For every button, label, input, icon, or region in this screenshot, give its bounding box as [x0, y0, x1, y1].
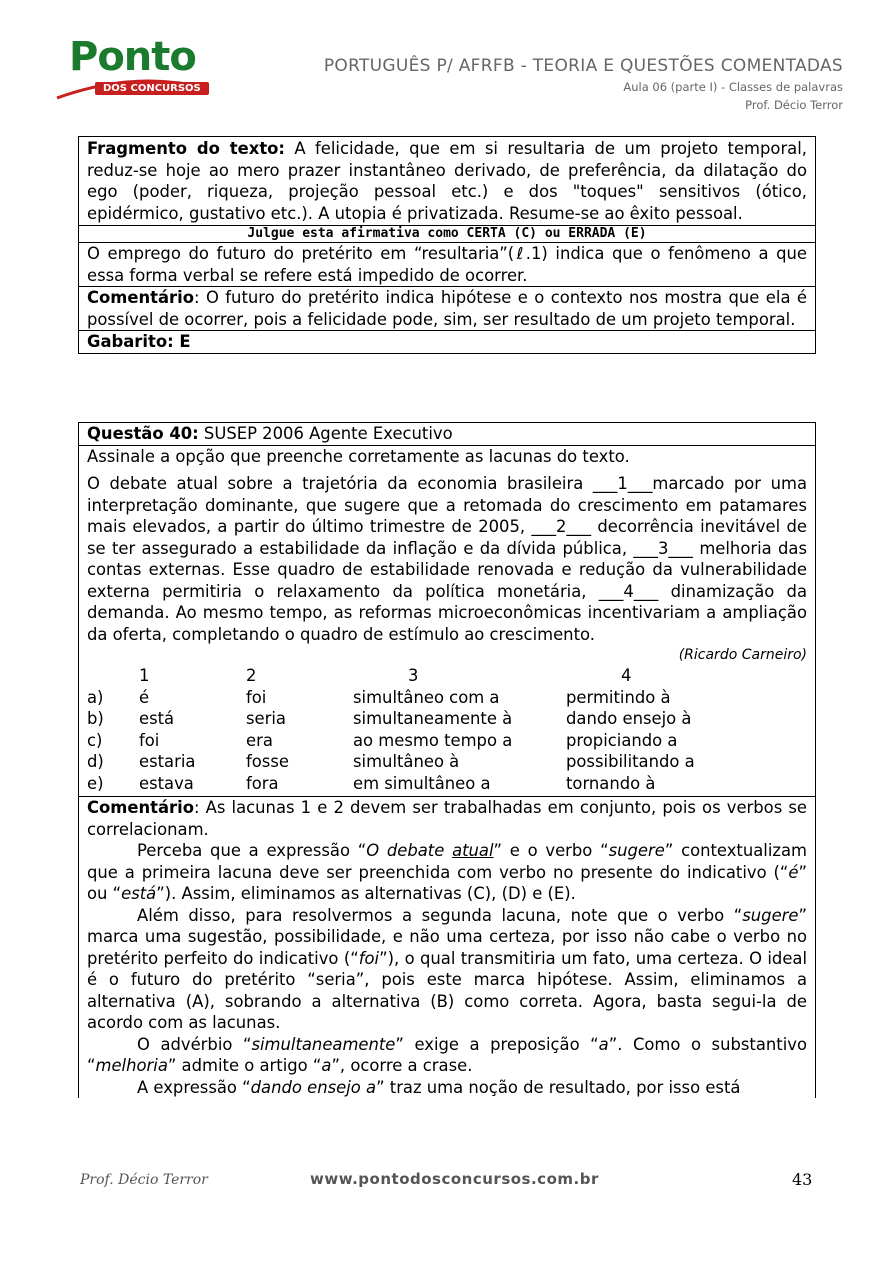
option-cell: dando ensejo à: [566, 709, 692, 728]
option-cell: simultâneo com a: [353, 687, 500, 707]
option-cell: estaria: [139, 752, 196, 771]
option-cell: possibilitando a: [566, 752, 695, 771]
option-letter: e): [87, 773, 104, 793]
text: A expressão “: [137, 1077, 251, 1097]
blank-1: ___1___: [592, 474, 653, 493]
option-cell: simultâneo à: [353, 752, 460, 771]
text: Perceba que a expressão “: [137, 841, 367, 860]
option-row[interactable]: [87, 751, 695, 773]
comment-paragraph: [87, 1034, 807, 1077]
footer-author: Prof. Décio Terror: [80, 1172, 208, 1188]
instruction-text: Julgue esta afirmativa como CERTA (C) ou ERRADA (E): [247, 226, 647, 241]
italic-text: a: [321, 1056, 332, 1075]
option-cell: estava: [139, 773, 194, 793]
option-cell: seria: [246, 709, 286, 728]
option-cell: fosse: [246, 752, 289, 771]
q40-title-text: SUSEP 2006 Agente Executivo: [198, 424, 453, 443]
q40-prompt: Assinale a opção que preenche corretamente as lacunas do texto.: [87, 446, 630, 466]
italic-text: é: [788, 862, 799, 882]
q40-title-label: Questão 40:: [87, 424, 199, 443]
q40-body-row: [79, 446, 815, 798]
italic-text: a: [598, 1034, 609, 1054]
option-letter: c): [87, 730, 103, 750]
option-letter: a): [87, 687, 104, 707]
comment-text: : As lacunas 1 e 2 devem ser trabalhadas em conjunto, pois os verbos se correlacionam.: [87, 798, 807, 839]
underlined-text: atual: [452, 841, 494, 860]
q40-passage: [87, 473, 807, 645]
fragment-text: A felicidade, que em si resultaria de um projeto temporal, reduz-se hoje ao mero prazer instantâneo derivado, de preferência, da dilatação do ego (poder, riqueza, projeção pessoal etc.) e dos "toques" sensitivos (ótico, epidérmico, gustativo etc.). A utopia é privatizada. Resume-se ao êxito pessoal.: [87, 139, 807, 223]
italic-text: O debate: [366, 841, 453, 860]
answer-label: Gabarito: [87, 332, 168, 351]
header-title: PORTUGUÊS P/ AFRFB - TEORIA E QUESTÕES COMENTADAS: [323, 56, 843, 76]
col-header: 1: [139, 666, 150, 685]
answer-value: : E: [167, 332, 191, 351]
text: ” traz uma noção de resultado, por isso está: [376, 1077, 741, 1097]
col-header: 4: [621, 666, 632, 685]
passage-part: O debate atual sobre a trajetória da economia brasileira: [87, 474, 593, 493]
header-subtitle: Aula 06 (parte I) - Classes de palavras: [623, 80, 843, 94]
answer-row: [79, 331, 815, 353]
statement-row: [79, 243, 815, 287]
blank-2: ___2___: [531, 517, 592, 536]
option-cell: fora: [246, 773, 279, 793]
option-cell: propiciando a: [566, 730, 678, 750]
italic-text: dando ensejo a: [250, 1077, 377, 1097]
italic-text: simultaneamente: [251, 1034, 396, 1054]
option-row[interactable]: [87, 773, 695, 795]
footer-site-link[interactable]: www.pontodosconcursos.com.br: [310, 1170, 599, 1188]
text: ” marca uma sugestão, possibilidade, e não uma certeza, por isso não cabe o verbo no pretérito perfeito do indicativo (“: [87, 905, 807, 968]
comment-label: Comentário: [87, 798, 195, 817]
italic-text: foi: [358, 948, 380, 968]
comment-paragraph: [87, 1077, 807, 1099]
page-header: [0, 0, 893, 125]
text: ” exige a preposição “: [395, 1034, 599, 1054]
logo-subtext: DOS CONCURSOS: [95, 82, 209, 95]
option-cell: é: [139, 687, 150, 707]
citation: (Ricardo Carneiro): [678, 647, 807, 663]
comment-paragraph: [87, 840, 807, 905]
logo: [55, 30, 220, 102]
options-table: [87, 665, 695, 794]
italic-text: sugere: [608, 841, 665, 860]
instruction-row: [79, 226, 815, 243]
comment-row: [79, 287, 815, 331]
text: O advérbio “: [137, 1034, 252, 1054]
question-box-1: [78, 136, 816, 354]
text: ”). Assim, eliminamos as alternativas (C), (D) e (E).: [156, 884, 576, 903]
page-number: 43: [792, 1170, 813, 1189]
option-cell: simultaneamente à: [353, 709, 513, 728]
col-header: 3: [408, 666, 419, 685]
option-cell: tornando à: [566, 773, 656, 793]
text: ” ou “: [87, 862, 807, 903]
italic-text: melhoria: [95, 1056, 168, 1075]
option-row[interactable]: [87, 687, 695, 709]
fragment-row: [79, 137, 815, 226]
passage-part: melhoria das contas externas. Esse quadro de estabilidade renovada e redução da vulnerabilidade externa permitiria o relaxamento da política monetária,: [87, 538, 807, 601]
comment-label: Comentário: [87, 288, 195, 307]
italic-text: está: [121, 884, 157, 903]
option-cell: permitindo à: [566, 687, 671, 707]
blank-3: ___3___: [633, 538, 693, 558]
text: ” e o verbo “: [493, 841, 609, 860]
option-cell: era: [246, 730, 273, 750]
passage-part: decorrência inevitável de se ter assegurado a estabilidade da inflação e da dívida pública,: [87, 517, 807, 558]
q40-comment-row: [79, 797, 815, 1098]
italic-text: sugere: [742, 905, 799, 925]
header-author: Prof. Décio Terror: [745, 98, 843, 112]
option-cell: foi: [139, 730, 160, 750]
comment-paragraph: [87, 905, 807, 1034]
passage-part: marcado por uma interpretação dominante, que sugere que a retomada do crescimento em patamares mais elevados, a partir do último trimestre de 2005,: [87, 474, 807, 536]
option-cell: foi: [246, 687, 267, 707]
text: ”. Como o substantivo “: [87, 1034, 807, 1075]
option-row[interactable]: [87, 730, 695, 752]
q40-title-row: [79, 423, 815, 446]
option-row[interactable]: [87, 708, 695, 730]
options-header-row: [87, 665, 695, 687]
option-cell: está: [139, 709, 175, 728]
option-cell: ao mesmo tempo a: [353, 730, 513, 750]
text: Além disso, para resolvermos a segunda lacuna, note que o verbo “: [137, 905, 743, 925]
logo-text: Ponto: [69, 34, 196, 80]
fragment-label: Fragmento do texto:: [87, 139, 285, 158]
text: ”), o qual transmitiria um fato, uma certeza. O ideal é o futuro do pretérito “seria”, pois este marca hipótese. Assim, eliminamos a alternativa (A), sobrando a alternativa (B) como correta. Agora, basta segui-la de acordo com as lacunas.: [87, 948, 807, 1032]
comment-text: : O futuro do pretérito indica hipótese e o contexto nos mostra que ela é possível de ocorrer, pois a felicidade pode, sim, ser resultado de um projeto temporal.: [87, 288, 807, 329]
statement-text: O emprego do futuro do pretérito em “resultaria”(ℓ.1) indica que o fenômeno a que essa forma verbal se refere está impedido de ocorrer.: [87, 244, 807, 285]
option-letter: b): [87, 709, 104, 728]
question-box-2: [78, 422, 816, 1098]
text: ” contextualizam que a primeira lacuna deve ser preenchida com verbo no presente do indicativo (“: [87, 841, 807, 882]
blank-4: ___4___: [598, 581, 659, 601]
option-letter: d): [87, 752, 104, 771]
comment-paragraph: [87, 797, 807, 840]
text: ” admite o artigo “: [167, 1056, 322, 1075]
text: ”, ocorre a crase.: [331, 1056, 473, 1075]
option-cell: em simultâneo a: [353, 773, 491, 793]
col-header: 2: [246, 666, 257, 685]
passage-part: dinamização da demanda. Ao mesmo tempo, as reformas microeconômicas incentivariam a ampliação da oferta, completando o quadro de estímulo ao crescimento.: [87, 581, 807, 644]
